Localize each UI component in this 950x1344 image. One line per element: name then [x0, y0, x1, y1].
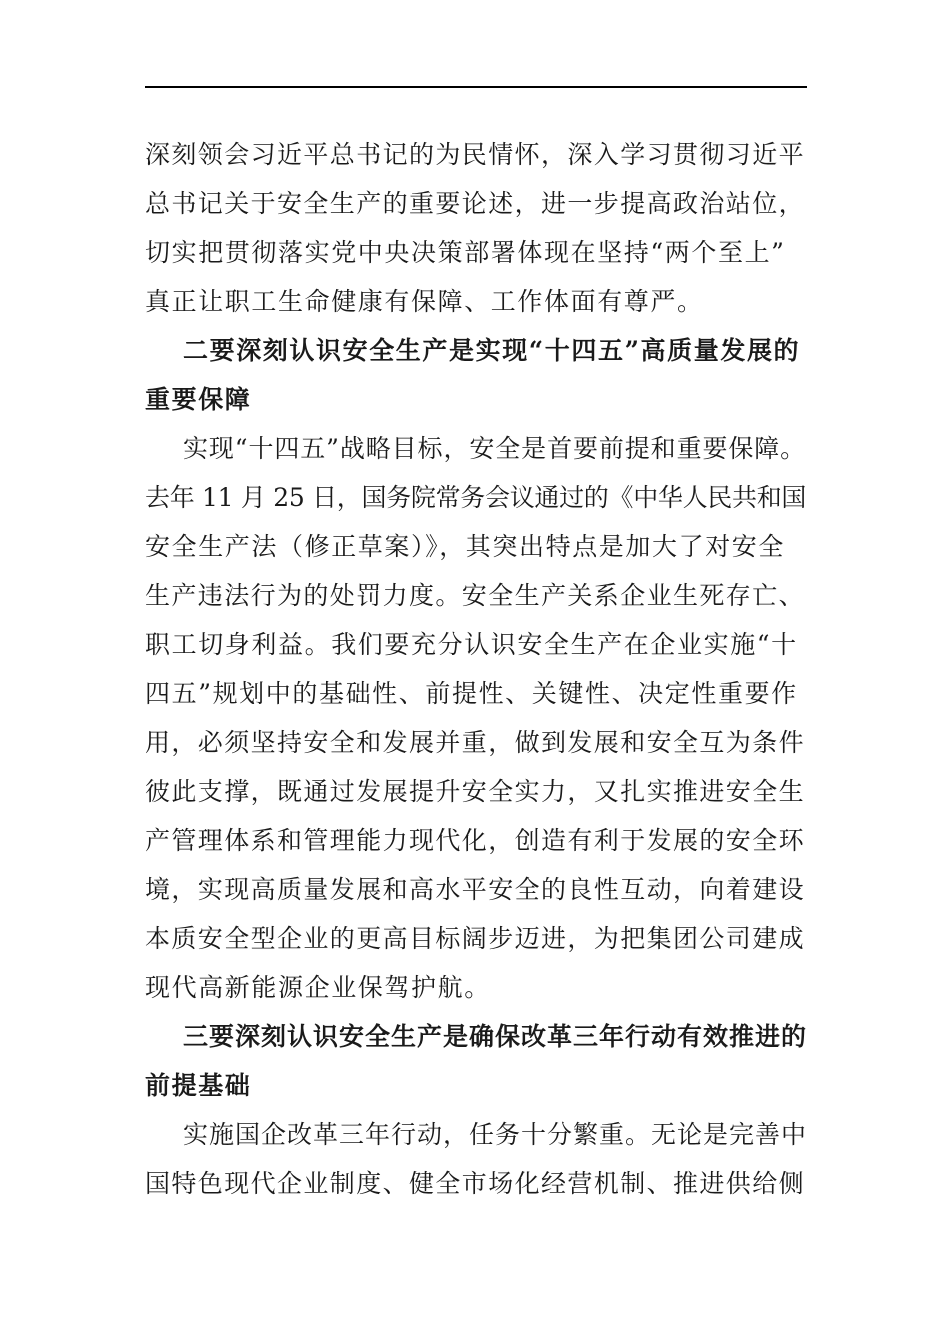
- text-line: 现代高新能源企业保驾护航。: [145, 973, 491, 1002]
- text-line: 深刻领会习近平总书记的为民情怀，深入学习贯彻习近平: [145, 140, 806, 169]
- section-heading-line: 重要保障: [145, 385, 252, 414]
- document-body: [145, 130, 807, 1208]
- text-line: 总书记关于安全生产的重要论述，进一步提高政治站位，: [145, 189, 806, 218]
- text-line: 彼此支撑，既通过发展提升安全实力，又扎实推进安全生: [145, 777, 806, 806]
- text-line: 实施国企改革三年行动，任务十分繁重。无论是完善中: [183, 1120, 808, 1149]
- text-line: 生产违法行为的处罚力度。安全生产关系企业生死存亡、: [145, 581, 806, 610]
- text-line: 切实把贯彻落实党中央决策部署体现在坚持“两个至上”: [145, 238, 786, 267]
- text-line: 产管理体系和管理能力现代化，创造有利于发展的安全环: [145, 826, 806, 855]
- text-line: 实现“十四五”战略目标，安全是首要前提和重要保障。: [183, 434, 807, 463]
- text-line: 四五”规划中的基础性、前提性、关键性、决定性重要作: [145, 679, 798, 708]
- text-line: 去年 11 月 25 日，国务院常务会议通过的《中华人民共和国: [145, 483, 807, 512]
- header-rule: [145, 86, 807, 88]
- section-heading-line: 二要深刻认识安全生产是实现“十四五”高质量发展的: [183, 336, 801, 365]
- text-line: 用，必须坚持安全和发展并重，做到发展和安全互为条件: [145, 728, 806, 757]
- text-line: 本质安全型企业的更高目标阔步迈进，为把集团公司建成: [145, 924, 806, 953]
- section-heading-line: 前提基础: [145, 1071, 252, 1100]
- text-line: 职工切身利益。我们要充分认识安全生产在企业实施“十: [145, 630, 798, 659]
- text-line: 真正让职工生命健康有保障、工作体面有尊严。: [145, 287, 704, 316]
- text-line: 国特色现代企业制度、健全市场化经营机制、推进供给侧: [145, 1169, 806, 1198]
- text-line: 安全生产法（修正草案）》，其突出特点是加大了对安全: [145, 532, 786, 561]
- section-heading-line: 三要深刻认识安全生产是确保改革三年行动有效推进的: [183, 1022, 808, 1051]
- text-line: 境，实现高质量发展和高水平安全的良性互动，向着建设: [145, 875, 806, 904]
